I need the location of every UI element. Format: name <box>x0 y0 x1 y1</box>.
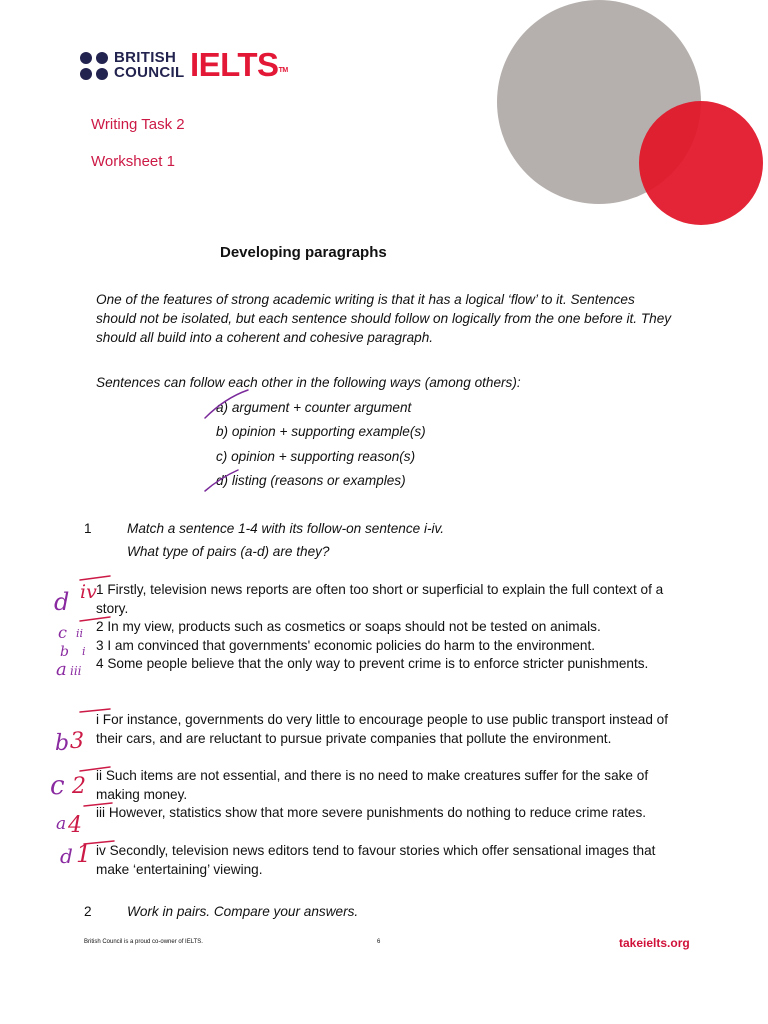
hw-numeral: ii <box>76 627 84 640</box>
hw-numeral: 2 <box>72 774 86 799</box>
task2-text: Work in pairs. Compare your answers. <box>127 904 359 919</box>
task1-line1: Match a sentence 1-4 with its follow-on sentence i-iv. <box>127 521 445 536</box>
hw-letter: b <box>55 731 70 756</box>
logo-line1: BRITISH <box>114 49 177 66</box>
hw-letter: b <box>60 644 69 660</box>
option-d: d) listing (reasons or examples) <box>216 473 406 488</box>
option-a: a) argument + counter argument <box>216 400 412 415</box>
british-council-wordmark <box>114 50 184 80</box>
hw-letter: c <box>58 623 67 642</box>
hw-numeral: 3 <box>70 729 84 754</box>
ielts-wordmark: IELTS <box>190 46 279 83</box>
hw-numeral: 1 <box>76 840 92 868</box>
option-c: c) opinion + supporting reason(s) <box>216 449 416 464</box>
hw-letter: d <box>54 588 70 616</box>
followon-ii: ii Such items are not essential, and there is no need to make creatures suffer for the sake of making money. <box>96 768 649 802</box>
followon-iii: iii However, statistics show that more severe punishments do nothing to reduce crime rates. <box>96 805 647 820</box>
ielts-logo <box>190 47 288 83</box>
task2-number: 2 <box>84 904 92 919</box>
followon-i: i For instance, governments do very little to encourage people to use public transport instead of their cars, and are reluctant to pursue private companies that pollute the environment. <box>96 712 669 746</box>
hw-letter: a <box>56 659 67 680</box>
option-b: b) opinion + supporting example(s) <box>216 424 426 439</box>
hw-letter: c <box>50 771 65 801</box>
hw-numeral: i <box>82 645 86 658</box>
hw-letter: d <box>60 844 73 868</box>
hw-letter: a <box>56 814 67 834</box>
page-number: 6 <box>377 939 381 945</box>
writing-task-title: Writing Task 2 <box>91 116 185 133</box>
task1-number: 1 <box>84 521 92 536</box>
logo-line2: COUNCIL <box>114 64 185 81</box>
hw-numeral: iii <box>70 664 82 678</box>
footer-website-link[interactable]: takeielts.org <box>619 936 690 950</box>
footer-ownership-note: British Council is a proud co-owner of IELTS. <box>84 939 203 945</box>
red-circle-decoration <box>639 101 763 225</box>
hw-numeral: 4 <box>68 813 82 838</box>
sentence-2: 2 In my view, products such as cosmetics or soaps should not be tested on animals. <box>96 619 601 634</box>
worksheet-title: Worksheet 1 <box>91 153 175 170</box>
intro-paragraph: One of the features of strong academic writing is that it has a logical ‘flow’ to it. Sentences should not be isolated, but each sentence should follow on logically from the one before it. They should all build into a coherent and cohesive paragraph. <box>96 292 672 345</box>
sentence-4: 4 Some people believe that the only way to prevent crime is to enforce stricter punishments. <box>96 656 649 671</box>
follow-intro: Sentences can follow each other in the following ways (among others): <box>96 375 521 390</box>
hw-numeral: iv <box>80 581 97 603</box>
page-heading: Developing paragraphs <box>220 244 387 261</box>
followon-iv: iv Secondly, television news editors tend to favour stories which offer sensational images that make ‘entertaining’ viewing. <box>96 843 656 877</box>
trademark-mark: TM <box>278 67 288 74</box>
sentence-1: 1 Firstly, television news reports are often too short or superficial to explain the full context of a story. <box>96 582 664 616</box>
task1-line2: What type of pairs (a-d) are they? <box>127 544 330 559</box>
british-council-logo-icon <box>80 52 110 82</box>
sentence-3: 3 I am convinced that governments' economic policies do harm to the environment. <box>96 638 596 653</box>
red-underline-1 <box>80 576 110 580</box>
